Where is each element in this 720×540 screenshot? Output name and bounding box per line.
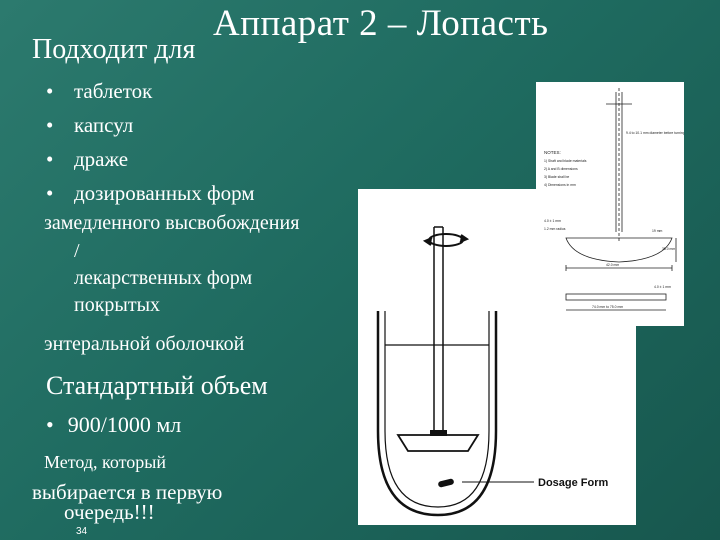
continuation-text: замедленного высвобождения [44,212,300,234]
note-line: 4) Dimensions in mm [544,183,576,187]
dim-label: 74.0 mm to 75.0 mm [592,305,624,309]
slide-subtitle: Подходит для [32,34,196,65]
technical-drawing-svg [536,82,684,326]
notes-heading: NOTES: [544,150,561,155]
method-text: Метод, который [44,452,166,472]
rotation-arrow-icon [425,234,467,246]
continuation-line: покрытых [74,294,161,316]
dim-label: 4.0 ± 1 mm [654,285,671,289]
list-item: • капсул [46,108,255,142]
shaft-note: 9.4 to 10.1 mm diameter before turning [626,131,684,135]
chosen-second-line: очередь!!! [64,500,155,524]
continuation-line: лекарственных форм [74,267,253,289]
paddle-blade [398,435,478,451]
dim-label: 19 mm [652,229,663,233]
list-item: • драже [46,142,255,176]
standard-volume-heading: Стандартный объем [46,371,268,400]
chosen-first-line: выбирается в первую [32,480,223,504]
note-line: 2) A and B dimensions [544,167,578,171]
continuation-text: энтеральной оболочкой [44,333,245,355]
slide-title: Аппарат 2 – Лопасть [213,3,549,44]
list-item: • дозированных форм [46,176,255,210]
dosage-form-pellet [438,478,455,488]
page-number: 34 [76,526,88,537]
dim-label: 35.0 mm [662,247,676,251]
list-item: • таблеток [46,74,255,108]
continuation-block [74,238,252,319]
volume-item: • 900/1000 мл [46,412,181,438]
continuation-line: / [74,240,80,262]
paddle-technical-drawing [536,82,684,326]
note-line: 3) Blade shall be [544,175,570,179]
suitable-list [46,74,255,210]
note-line: 1) Shaft and blade materials [544,159,587,163]
dim-label: 42.0 mm [606,263,620,267]
dosage-form-label: Dosage Form [538,477,609,489]
dim-label: 4.0 ± 1 mm [544,219,561,223]
paddle-shaft [434,227,443,432]
dim-label: 1.2 mm radius [544,227,566,231]
